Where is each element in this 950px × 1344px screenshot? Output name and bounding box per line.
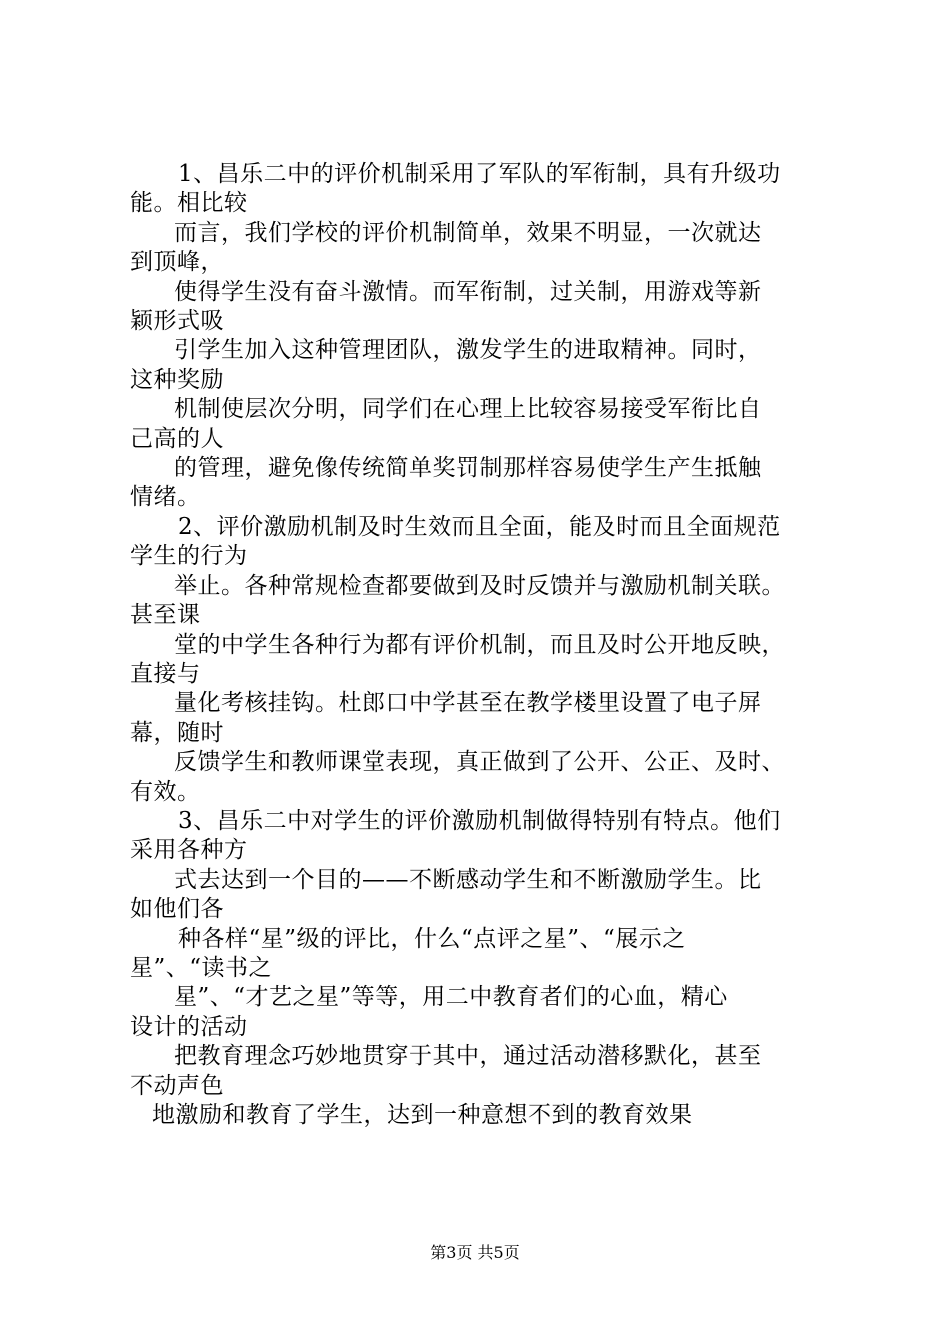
page-footer (0, 1243, 950, 1263)
text-line: 把教育理念巧妙地贯穿于其中，通过活动潜移默化，甚至 (174, 1043, 762, 1070)
text-line: 3、昌乐二中对学生的评价激励机制做得特别有特点。他们 (178, 807, 781, 834)
text-line: 星”、“才艺之星”等等，用二中教育者们的心血，精心 (174, 984, 728, 1011)
text-line: 到顶峰， (130, 249, 224, 276)
text-line: 星”、“读书之 (130, 954, 273, 981)
text-line: 学生的行为 (130, 543, 248, 570)
page-number: 第3页 共5页 (430, 1243, 520, 1262)
text-line: 举止。各种常规检查都要做到及时反馈并与激励机制关联。 (174, 572, 785, 599)
text-line: 直接与 (130, 660, 201, 687)
text-line: 而言，我们学校的评价机制简单，效果不明显，一次就达 (174, 219, 762, 246)
text-line: 使得学生没有奋斗激情。而军衔制，过关制，用游戏等新 (174, 278, 762, 305)
text-line: 有效。 (130, 778, 201, 805)
text-line: 情绪。 (130, 484, 201, 511)
text-line: 反馈学生和教师课堂表现，真正做到了公开、公正、及时、 (174, 749, 785, 776)
text-line: 幕，随时 (130, 719, 224, 746)
text-line: 采用各种方 (130, 837, 248, 864)
text-line: 1、昌乐二中的评价机制采用了军队的军衔制，具有升级功 (178, 161, 781, 187)
text-line: 堂的中学生各种行为都有评价机制，而且及时公开地反映， (174, 631, 785, 658)
text-line: 颖形式吸 (130, 308, 224, 335)
text-line: 如他们各 (130, 896, 224, 923)
text-line: 种各样“星”级的评比，什么“点评之星”、“展示之 (178, 925, 686, 952)
text-line: 这种奖励 (130, 366, 224, 393)
text-line: 不动声色 (130, 1072, 224, 1099)
text-line: 地激励和教育了学生，达到一种意想不到的教育效果 (152, 1102, 693, 1128)
text-line: 量化考核挂钩。杜郎口中学甚至在教学楼里设置了电子屏 (174, 690, 762, 717)
text-line: 式去达到一个目的——不断感动学生和不断激励学生。比 (174, 866, 762, 893)
text-line: 己高的人 (130, 425, 224, 452)
text-line: 设计的活动 (130, 1013, 248, 1040)
document-body (130, 160, 850, 1130)
text-line: 的管理，避免像传统简单奖罚制那样容易使学生产生抵触 (174, 455, 762, 482)
text-line: 能。相比较 (130, 190, 248, 217)
text-line: 甚至课 (130, 602, 201, 629)
text-line: 引学生加入这种管理团队，激发学生的进取精神。同时， (174, 337, 762, 364)
text-line: 2、评价激励机制及时生效而且全面，能及时而且全面规范 (178, 513, 781, 540)
text-line: 机制使层次分明，同学们在心理上比较容易接受军衔比自 (174, 396, 762, 423)
